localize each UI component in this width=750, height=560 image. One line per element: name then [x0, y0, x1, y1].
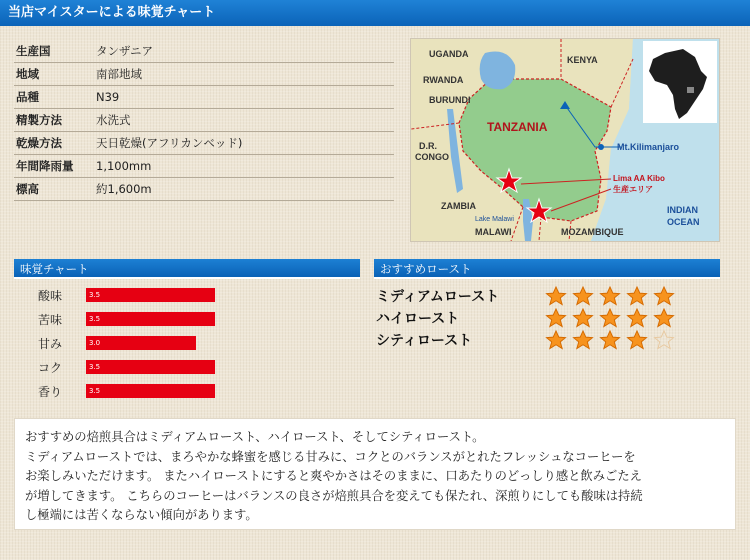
map-label-ocean: OCEAN: [667, 217, 700, 227]
roast-name: シティロースト: [376, 333, 473, 349]
taste-chart-header: 味覚チャート: [14, 259, 360, 279]
spec-label: 精製方法: [16, 113, 62, 127]
taste-label: 香り: [37, 384, 62, 399]
star-filled-icon: [652, 308, 676, 328]
taste-row: [14, 355, 360, 379]
roast-row: [376, 307, 716, 329]
taste-row: [14, 307, 360, 331]
description-text: おすすめの焙煎具合はミディアムロースト、ハイロースト、そしてシティロースト。 ミディアムローストでは、まろやかな蜂蜜を感じる甘みに、コクとのバランスがとれたフレッシュなコーヒーを お楽しみいただけます。 またハイローストにすると爽やかさはそのままに、口あたりのどっしり感と飲みごたえ が増してきます。 こちらのコーヒーはバランスの良さが焙煎具合を変えても保たれ、深煎りにしても酸味は持続 し極端には苦くならない傾向があります。: [14, 418, 736, 530]
roast-list: [376, 285, 716, 351]
taste-bar: [86, 288, 215, 302]
map-label-rwanda: RWANDA: [423, 75, 464, 85]
spec-value: N39: [96, 90, 120, 104]
spec-value: 南部地域: [96, 67, 142, 81]
spec-label: 品種: [16, 90, 39, 104]
roast-row: [376, 329, 716, 351]
map-label-kilimanjaro: Mt.Kilimanjaro: [617, 142, 680, 152]
star-filled-icon: [544, 330, 568, 350]
star-filled-icon: [571, 308, 595, 328]
taste-value-label: 3.5: [89, 387, 101, 395]
taste-bar: [86, 312, 215, 326]
taste-bar: [86, 360, 215, 374]
taste-value-label: 3.5: [89, 291, 101, 299]
star-filled-icon: [625, 330, 649, 350]
taste-track: [86, 336, 270, 350]
star-filled-icon: [625, 308, 649, 328]
taste-row: [14, 283, 360, 307]
spec-label: 乾燥方法: [16, 136, 62, 150]
spec-label: 年間降雨量: [16, 159, 74, 173]
taste-track: [86, 360, 270, 374]
taste-label: コク: [37, 360, 62, 375]
spec-row: [14, 86, 394, 109]
star-filled-icon: [544, 286, 568, 306]
map-label-drcongo-1: D.R.: [419, 141, 437, 151]
roast-row: [376, 285, 716, 307]
map-label-mozambique: MOZAMBIQUE: [561, 227, 624, 237]
taste-bar: [86, 336, 196, 350]
spec-label: 地域: [16, 67, 39, 81]
star-filled-icon: [598, 308, 622, 328]
taste-track: [86, 312, 270, 326]
roast-rating: [544, 286, 676, 306]
spec-value: 天日乾燥(アフリカンベッド): [96, 136, 243, 150]
taste-row: [14, 379, 360, 403]
map-label-lake-malawi: Lake Malawi: [475, 216, 514, 223]
spec-row: [14, 109, 394, 132]
taste-label: 酸味: [37, 288, 62, 303]
spec-value: 約1,600m: [96, 182, 152, 196]
star-filled-icon: [652, 286, 676, 306]
map-label-burundi: BURUNDI: [429, 95, 471, 105]
taste-label: 甘み: [37, 336, 62, 351]
spec-row: [14, 178, 394, 201]
map-label-uganda: UGANDA: [429, 49, 469, 59]
map-label-drcongo-2: CONGO: [415, 152, 450, 162]
taste-value-label: 3.5: [89, 315, 101, 323]
spec-value: タンザニア: [96, 44, 154, 58]
map-label-zambia: ZAMBIA: [441, 201, 476, 211]
star-filled-icon: [571, 286, 595, 306]
spec-row: [14, 132, 394, 155]
map-label-malawi: MALAWI: [475, 227, 512, 237]
map-label-indian: INDIAN: [667, 205, 698, 215]
taste-value-label: 3.0: [89, 339, 101, 347]
taste-bar: [86, 384, 215, 398]
spec-row: [14, 40, 394, 63]
taste-label: 苦味: [37, 312, 62, 327]
spec-label: 標高: [16, 182, 39, 196]
page-title: 当店マイスターによる味覚チャート: [0, 0, 750, 26]
star-filled-icon: [625, 286, 649, 306]
map-label-kenya: KENYA: [567, 55, 598, 65]
spec-row: [14, 63, 394, 86]
spec-value: 水洗式: [96, 113, 131, 127]
star-empty-icon: [652, 330, 676, 350]
taste-chart: [14, 283, 360, 403]
taste-value-label: 3.5: [89, 363, 101, 371]
roast-name: ミディアムロースト: [376, 289, 500, 305]
star-filled-icon: [598, 286, 622, 306]
roast-header: おすすめロースト: [374, 259, 720, 279]
tanzania-map: [410, 38, 720, 242]
star-filled-icon: [571, 330, 595, 350]
map-label-farm-2: 生産エリア: [613, 185, 653, 194]
spec-value: 1,100mm: [96, 159, 152, 173]
spec-row: [14, 155, 394, 178]
roast-rating: [544, 308, 676, 328]
spec-label: 生産国: [16, 44, 51, 58]
taste-row: [14, 331, 360, 355]
star-filled-icon: [598, 330, 622, 350]
spec-table: [14, 40, 394, 201]
roast-rating: [544, 330, 676, 350]
taste-track: [86, 288, 270, 302]
star-filled-icon: [544, 308, 568, 328]
roast-name: ハイロースト: [376, 311, 460, 327]
taste-track: [86, 384, 270, 398]
map-label-tanzania: TANZANIA: [487, 120, 548, 134]
map-label-farm-1: Lima AA Kibo: [613, 174, 665, 183]
